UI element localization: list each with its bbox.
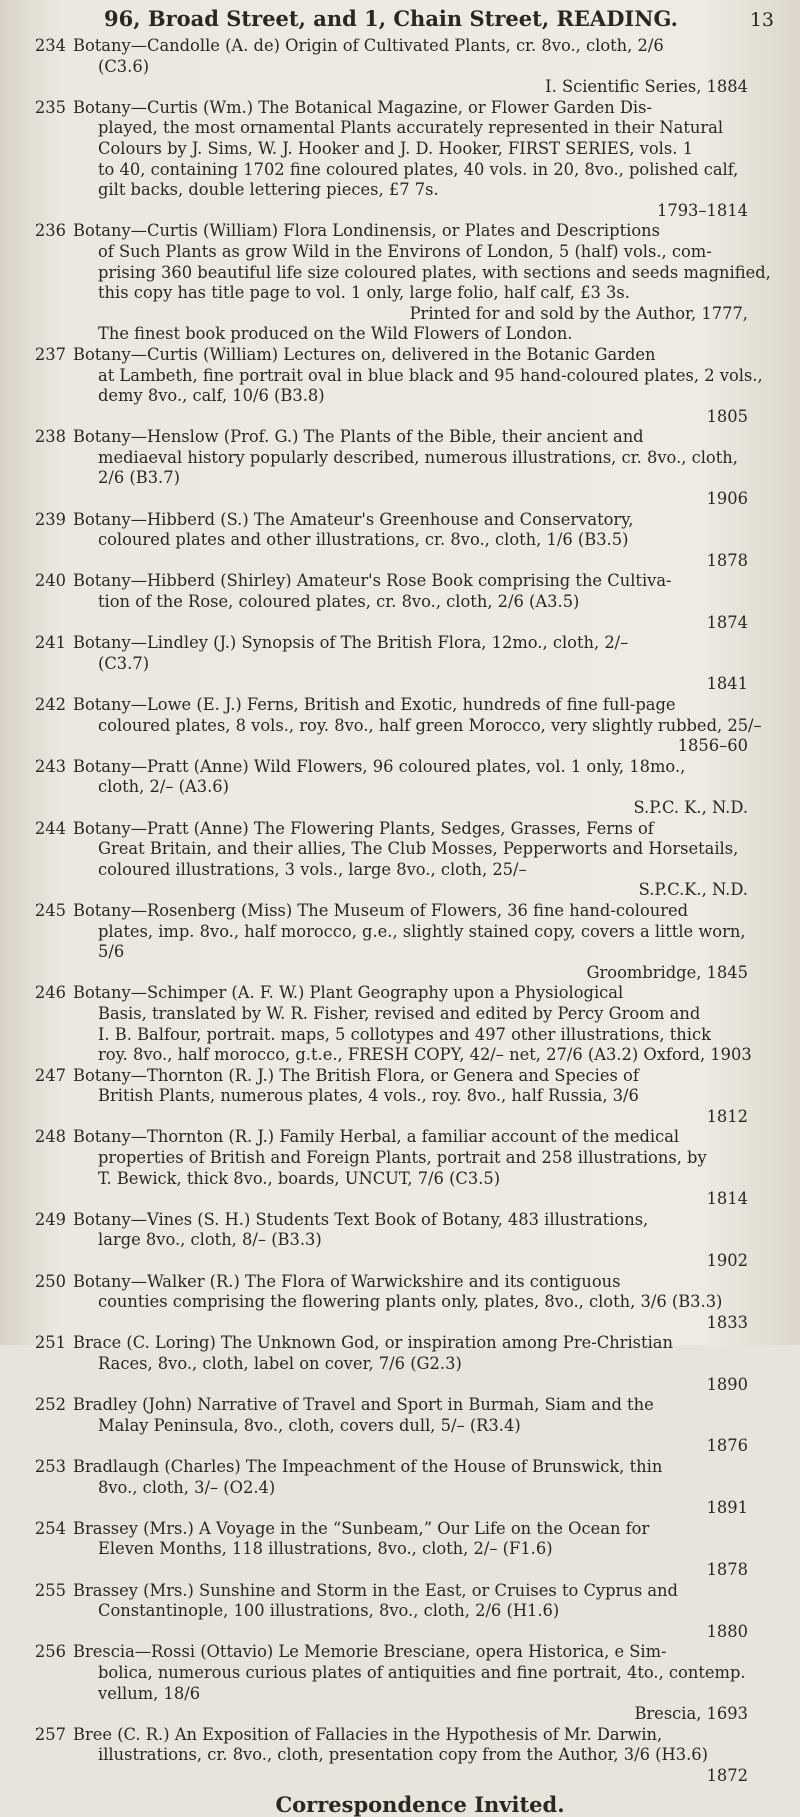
entry-line: vellum, 18/6 <box>98 1683 201 1703</box>
entry-heading-line: Botany—Henslow (Prof. G.) The Plants of the Bible, their ancient and <box>73 427 644 447</box>
catalogue-entry <box>28 819 782 901</box>
entry-line: British Plants, numerous plates, 4 vols., roy. 8vo., half Russia, 3/6 <box>98 1086 639 1106</box>
entry-line: illustrations, cr. 8vo., cloth, presentation copy from the Author, 3/6 (H3.6) <box>98 1745 708 1765</box>
entry-line: coloured plates, 8 vols., roy. 8vo., half green Morocco, very slightly rubbed, 25/– <box>98 715 762 735</box>
catalogue-entry <box>28 1395 782 1457</box>
entry-line: 1880 <box>706 1621 748 1641</box>
entry-line: prising 360 beautiful life size coloured plates, with sections and seeds magnified, <box>98 262 771 282</box>
entry-line: 1891 <box>706 1498 748 1518</box>
entry-line: 1814 <box>706 1189 748 1209</box>
entry-line: coloured plates and other illustrations, cr. 8vo., cloth, 1/6 (B3.5) <box>98 530 629 550</box>
lot-number: 251 <box>34 1333 66 1353</box>
catalogue-entry <box>28 345 782 427</box>
catalogue-entry <box>28 1127 782 1209</box>
footer-note: Correspondence Invited. <box>275 1792 565 1817</box>
entry-line: T. Bewick, thick 8vo., boards, UNCUT, 7/6 (C3.5) <box>98 1168 501 1188</box>
entry-line: Constantinople, 100 illustrations, 8vo., cloth, 2/6 (H1.6) <box>98 1601 560 1621</box>
entry-line: to 40, containing 1702 fine coloured plates, 40 vols. in 20, 8vo., polished calf, <box>98 159 739 179</box>
entry-line: 5/6 <box>98 942 125 962</box>
lot-number: 242 <box>34 695 66 714</box>
entry-heading-line: Botany—Hibberd (Shirley) Amateur's Rose Book comprising the Cultiva- <box>73 571 672 591</box>
catalogue-entry <box>28 1519 782 1581</box>
entry-line: of Such Plants as grow Wild in the Environs of London, 5 (half) vols., com- <box>98 241 712 261</box>
lot-number: 239 <box>34 509 66 529</box>
entry-heading-line: Bradlaugh (Charles) The Impeachment of the House of Brunswick, thin <box>73 1456 663 1476</box>
entry-heading-line: Brace (C. Loring) The Unknown God, or inspiration among Pre-Christian <box>73 1333 673 1353</box>
catalogue-entry <box>28 1066 782 1128</box>
entry-line: Great Britain, and their allies, The Club Mosses, Pepperworts and Horsetails, <box>98 839 739 859</box>
entry-heading-line: Brassey (Mrs.) A Voyage in the “Sunbeam,” Our Life on the Ocean for <box>73 1518 650 1538</box>
lot-number: 244 <box>34 818 66 838</box>
entry-line: properties of British and Foreign Plants, portrait and 258 illustrations, by <box>98 1148 707 1168</box>
entry-line: roy. 8vo., half morocco, g.t.e., FRESH COPY, 42/– net, 27/6 (A3.2) Oxford, 1903 <box>98 1045 752 1065</box>
entry-line: Brescia, 1693 <box>634 1704 748 1724</box>
entry-line: gilt backs, double lettering pieces, £7 7s. <box>98 180 439 200</box>
entry-heading-line: Botany—Curtis (Wm.) The Botanical Magazine, or Flower Garden Dis- <box>73 97 652 117</box>
catalogue-entry <box>28 1457 782 1519</box>
lot-number: 236 <box>34 221 66 241</box>
lot-number: 248 <box>34 1127 66 1147</box>
entry-line: Malay Peninsula, 8vo., cloth, covers dull, 5/– (R3.4) <box>98 1415 521 1435</box>
lot-number: 255 <box>34 1580 66 1600</box>
entry-line: large 8vo., cloth, 8/– (B3.3) <box>98 1230 322 1250</box>
entry-line: at Lambeth, fine portrait oval in blue black and 95 hand-coloured plates, 2 vols., <box>98 365 763 385</box>
entry-line: Colours by J. Sims, W. J. Hooker and J. D. Hooker, FIRST SERIES, vols. 1 <box>98 138 693 158</box>
entry-line: mediaeval history popularly described, numerous illustrations, cr. 8vo., cloth, <box>98 447 738 467</box>
lot-number: 245 <box>34 900 66 920</box>
entry-line: this copy has title page to vol. 1 only, large folio, half calf, £3 3s. <box>98 283 630 303</box>
entry-line: plates, imp. 8vo., half morocco, g.e., slightly stained copy, covers a little worn, <box>98 921 746 941</box>
catalogue-entry <box>28 98 782 222</box>
entry-line: S.P.C.K., N.D. <box>638 880 748 900</box>
catalogue-entry <box>28 983 782 1065</box>
page-number: 13 <box>749 9 774 31</box>
entry-heading-line: Botany—Lindley (J.) Synopsis of The British Flora, 12mo., cloth, 2/– <box>73 633 629 653</box>
entry-heading-line: Botany—Curtis (William) Flora Londinensis, or Plates and Descriptions <box>73 221 660 241</box>
entry-line: tion of the Rose, coloured plates, cr. 8vo., cloth, 2/6 (A3.5) <box>98 592 580 612</box>
entry-line: (C3.7) <box>98 653 150 673</box>
catalogue-entries <box>28 36 782 1786</box>
entry-heading-line: Botany—Curtis (William) Lectures on, delivered in the Botanic Garden <box>73 344 656 364</box>
entry-line: demy 8vo., calf, 10/6 (B3.8) <box>98 386 325 406</box>
lot-number: 243 <box>34 756 66 776</box>
entry-line: 2/6 (B3.7) <box>98 468 180 488</box>
entry-line: Basis, translated by W. R. Fisher, revised and edited by Percy Groom and <box>98 1003 701 1023</box>
entry-line: S.P.C. K., N.D. <box>633 797 748 817</box>
entry-heading-line: Botany—Walker (R.) The Flora of Warwickshire and its contiguous <box>73 1271 621 1291</box>
catalogue-entry <box>28 571 782 633</box>
entry-line: (C3.6) <box>98 56 150 76</box>
entry-line: Races, 8vo., cloth, label on cover, 7/6 (G2.3) <box>98 1354 462 1373</box>
catalogue-entry <box>28 1581 782 1643</box>
entry-line: 1874 <box>706 612 748 632</box>
catalogue-entry <box>28 1333 782 1395</box>
catalogue-entry <box>28 427 782 509</box>
entry-heading-line: Brassey (Mrs.) Sunshine and Storm in the East, or Cruises to Cyprus and <box>73 1580 678 1600</box>
entry-line: 1812 <box>706 1106 748 1126</box>
entry-heading-line: Botany—Vines (S. H.) Students Text Book of Botany, 483 illustrations, <box>73 1209 649 1229</box>
entry-line: bolica, numerous curious plates of antiquities and fine portrait, 4to., contemp. <box>98 1662 746 1682</box>
catalogue-entry <box>28 695 782 757</box>
entry-line: 1876 <box>706 1436 748 1456</box>
entry-heading-line: Brescia—Rossi (Ottavio) Le Memorie Bresciane, opera Historica, e Sim- <box>73 1642 667 1662</box>
catalogue-entry <box>28 36 782 98</box>
lot-number: 249 <box>34 1209 66 1229</box>
page-header <box>28 4 782 36</box>
catalogue-entry <box>28 901 782 983</box>
entry-line: Eleven Months, 118 illustrations, 8vo., cloth, 2/– (F1.6) <box>98 1539 553 1559</box>
lot-number: 240 <box>34 571 66 591</box>
lot-number: 237 <box>34 344 66 364</box>
entry-heading-line: Bree (C. R.) An Exposition of Fallacies in the Hypothesis of Mr. Darwin, <box>73 1724 663 1744</box>
lot-number: 241 <box>34 633 66 653</box>
entry-line: 1878 <box>706 550 748 570</box>
entry-heading-line: Botany—Hibberd (S.) The Amateur's Greenhouse and Conservatory, <box>73 509 634 529</box>
entry-heading-line: Botany—Schimper (A. F. W.) Plant Geography upon a Physiological <box>73 983 624 1003</box>
entry-line: coloured illustrations, 3 vols., large 8vo., cloth, 25/– <box>98 859 527 879</box>
entry-line: cloth, 2/– (A3.6) <box>98 777 230 797</box>
entry-heading-line: Botany—Rosenberg (Miss) The Museum of Flowers, 36 fine hand-coloured <box>73 900 689 920</box>
entry-line: counties comprising the flowering plants only, plates, 8vo., cloth, 3/6 (B3.3) <box>98 1292 723 1312</box>
lot-number: 235 <box>34 97 66 117</box>
entry-heading-line: Botany—Thornton (R. J.) The British Flora, or Genera and Species of <box>73 1065 639 1085</box>
entry-line: 1890 <box>706 1374 748 1394</box>
entry-line: 8vo., cloth, 3/– (O2.4) <box>98 1477 276 1497</box>
catalogue-entry <box>28 221 782 345</box>
entry-line: 1805 <box>706 406 748 426</box>
entry-line: 1872 <box>706 1765 748 1785</box>
catalogue-entry <box>28 633 782 695</box>
lot-number: 256 <box>34 1642 66 1662</box>
catalogue-entry <box>28 1210 782 1272</box>
lot-number: 246 <box>34 983 66 1003</box>
lot-number: 247 <box>34 1065 66 1085</box>
entry-line: I. B. Balfour, portrait. maps, 5 collotypes and 497 other illustrations, thick <box>98 1024 711 1044</box>
entry-line: 1878 <box>706 1559 748 1579</box>
entry-line: Printed for and sold by the Author, 1777, <box>409 303 748 323</box>
entry-line: Groombridge, 1845 <box>586 962 748 982</box>
catalogue-entry <box>28 1642 782 1724</box>
entry-line: played, the most ornamental Plants accurately represented in their Natural <box>98 118 724 138</box>
entry-line: I. Scientific Series, 1884 <box>545 77 748 97</box>
lot-number: 234 <box>34 36 66 55</box>
lot-number: 250 <box>34 1271 66 1291</box>
header-title: 96, Broad Street, and 1, Chain Street, READING. <box>104 6 678 31</box>
entry-line: 1833 <box>706 1312 748 1332</box>
lot-number: 238 <box>34 427 66 447</box>
catalogue-entry <box>28 1725 782 1787</box>
entry-line: 1906 <box>706 489 748 509</box>
entry-line: 1841 <box>706 674 748 694</box>
catalogue-entry <box>28 1272 782 1334</box>
lot-number: 257 <box>34 1724 66 1744</box>
lot-number: 252 <box>34 1395 66 1415</box>
entry-heading-line: Bradley (John) Narrative of Travel and Sport in Burmah, Siam and the <box>73 1395 654 1415</box>
lot-number: 253 <box>34 1456 66 1476</box>
entry-line: The finest book produced on the Wild Flowers of London. <box>98 324 573 344</box>
entry-line: 1902 <box>706 1251 748 1271</box>
entry-heading-line: Botany—Pratt (Anne) Wild Flowers, 96 coloured plates, vol. 1 only, 18mo., <box>73 756 686 776</box>
entry-heading-line: Botany—Candolle (A. de) Origin of Cultivated Plants, cr. 8vo., cloth, 2/6 <box>73 36 664 55</box>
entry-heading-line: Botany—Pratt (Anne) The Flowering Plants, Sedges, Grasses, Ferns of <box>73 818 654 838</box>
catalogue-entry <box>28 757 782 819</box>
entry-line: 1856–60 <box>677 736 748 756</box>
lot-number: 254 <box>34 1518 66 1538</box>
entry-line: 1793–1814 <box>656 200 748 220</box>
entry-heading-line: Botany—Lowe (E. J.) Ferns, British and Exotic, hundreds of fine full-page <box>73 695 676 714</box>
catalogue-entry <box>28 510 782 572</box>
entry-heading-line: Botany—Thornton (R. J.) Family Herbal, a familiar account of the medical <box>73 1127 680 1147</box>
